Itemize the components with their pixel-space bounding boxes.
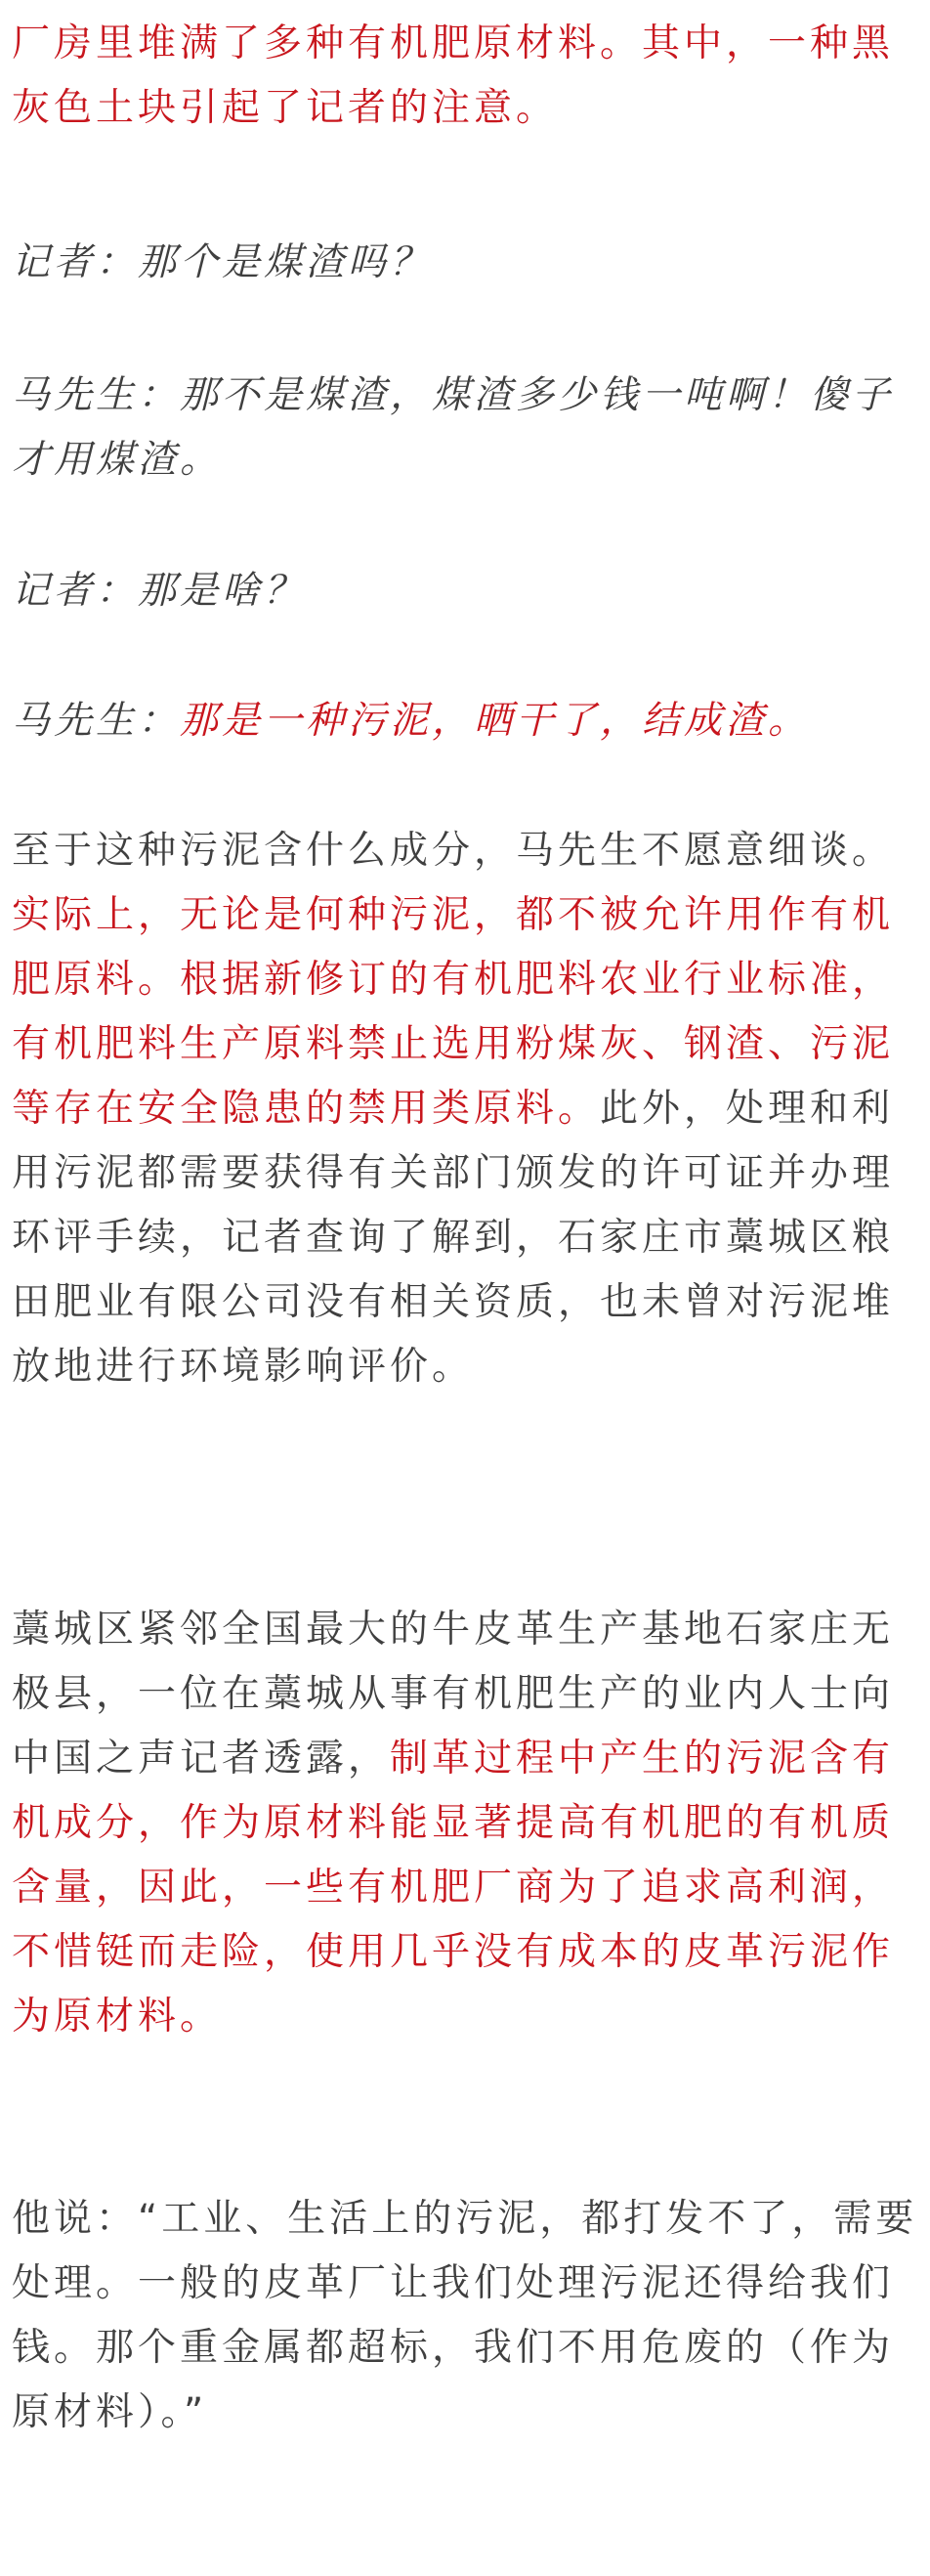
dialogue-ma-answer-2 xyxy=(12,689,922,753)
body-text: 他说：“工业、生活上的污泥，都打发不了，需要处理。一般的皮革厂让我们处理污泥还得给我们钱。那个重金属都超标，我们不用危废的（作为原材料）。” xyxy=(12,2197,918,2434)
dialogue-reporter-question-2 xyxy=(12,559,922,623)
paragraph-intro xyxy=(12,12,922,141)
dialogue-text: 马先生：那不是煤渣，煤渣多少钱一吨啊！傻子才用煤渣。 xyxy=(12,373,895,482)
body-text: 至于这种污泥含什么成分，马先生不愿意细谈。 xyxy=(12,829,895,873)
paragraph-quote xyxy=(12,2187,922,2445)
dialogue-speaker: 马先生： xyxy=(12,699,181,743)
dialogue-text: 记者：那个是煤渣吗？ xyxy=(12,240,433,284)
highlight-text: 厂房里堆满了多种有机肥原材料。其中，一种黑灰色土块引起了记者的注意。 xyxy=(12,21,895,130)
dialogue-text: 记者：那是啥？ xyxy=(12,569,307,613)
highlight-text: 那是一种污泥，晒干了，结成渣。 xyxy=(180,699,811,743)
body-text: 此外，处理和利用污泥都需要获得有关部门颁发的许可证并办理环评手续，记者查询了解到，石家庄市藁城区粮田肥业有限公司没有相关资质，也未曾对污泥堆放地进行环境影响评价。 xyxy=(12,1087,895,1389)
paragraph-regulation xyxy=(12,819,922,1399)
paragraph-industry-insider xyxy=(12,1598,922,2049)
dialogue-ma-answer-1 xyxy=(12,364,922,493)
body-text: 藁城区紧邻全国最大的牛皮革生产基地石家庄无极县，一位在藁城从事有机肥生产的业内人士向中国之声记者透露， xyxy=(12,1608,895,1781)
dialogue-reporter-question-1 xyxy=(12,231,922,295)
highlight-text: 实际上，无论是何种污泥，都不被允许用作有机肥原料。根据新修订的有机肥料农业行业标准，有机肥料生产原料禁止选用粉煤灰、钢渣、污泥等存在安全隐患的禁用类原料。 xyxy=(12,893,895,1131)
highlight-text: 制革过程中产生的污泥含有机成分，作为原材料能显著提高有机肥的有机质含量，因此，一些有机肥厂商为了追求高利润，不惜铤而走险，使用几乎没有成本的皮革污泥作为原材料。 xyxy=(12,1737,895,2039)
